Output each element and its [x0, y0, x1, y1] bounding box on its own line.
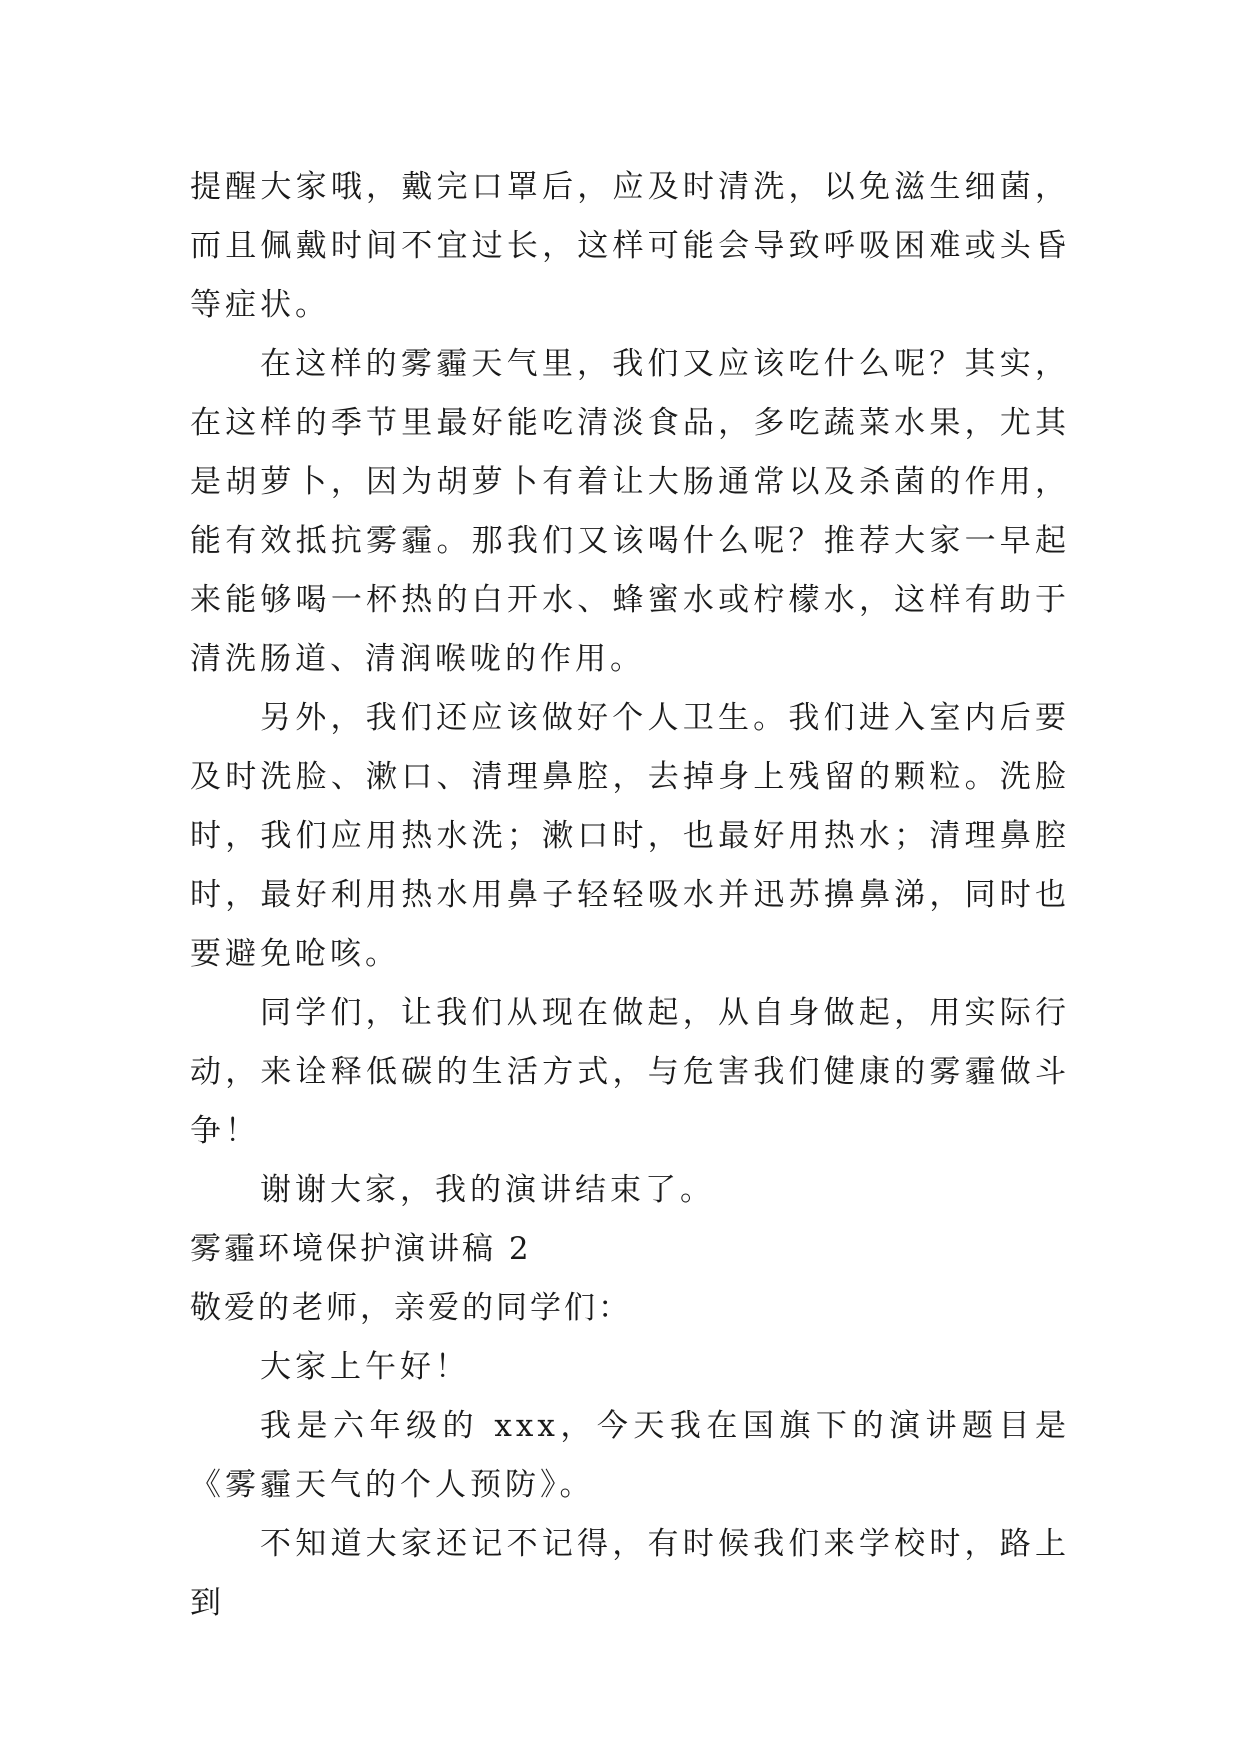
document-body [190, 158, 1070, 1633]
paragraph-closing-thanks: 谢谢大家，我的演讲结束了。 [260, 1172, 715, 1208]
paragraph-personal-hygiene: 另外，我们还应该做好个人卫生。我们进入室内后要及时洗脸、漱口、清理鼻腔，去掉身上残留的颗粒。洗脸时，我们应用热水洗；漱口时，也最好用热水；清理鼻腔时，最好利用热水用鼻子轻轻吸水并迅苏擤鼻涕，同时也要避免呛咳。 [190, 700, 1070, 972]
paragraph-speech-topic: 我是六年级的 xxx，今天我在国旗下的演讲题目是《雾霾天气的个人预防》。 [190, 1408, 1070, 1503]
paragraph-recollection: 不知道大家还记不记得，有时候我们来学校时，路上到 [190, 1526, 1070, 1621]
paragraph-mask-cleaning: 提醒大家哦，戴完口罩后，应及时清洗，以免滋生细菌，而且佩戴时间不宜过长，这样可能会导致呼吸困难或头昏等症状。 [190, 169, 1070, 323]
paragraph-diet-advice: 在这样的雾霾天气里，我们又应该吃什么呢？其实，在这样的季节里最好能吃清淡食品，多吃蔬菜水果，尤其是胡萝卜，因为胡萝卜有着让大肠通常以及杀菌的作用，能有效抵抗雾霾。那我们又该喝什么呢？推荐大家一早起来能够喝一杯热的白开水、蜂蜜水或柠檬水，这样有助于清洗肠道、清润喉咙的作用。 [190, 346, 1070, 677]
salutation: 敬爱的老师，亲爱的同学们： [190, 1290, 632, 1326]
paragraph-call-to-action: 同学们，让我们从现在做起，从自身做起，用实际行动，来诠释低碳的生活方式，与危害我们健康的雾霾做斗争！ [190, 995, 1070, 1149]
section-title: 雾霾环境保护演讲稿 2 [190, 1231, 532, 1267]
paragraph-greeting: 大家上午好！ [260, 1349, 470, 1385]
